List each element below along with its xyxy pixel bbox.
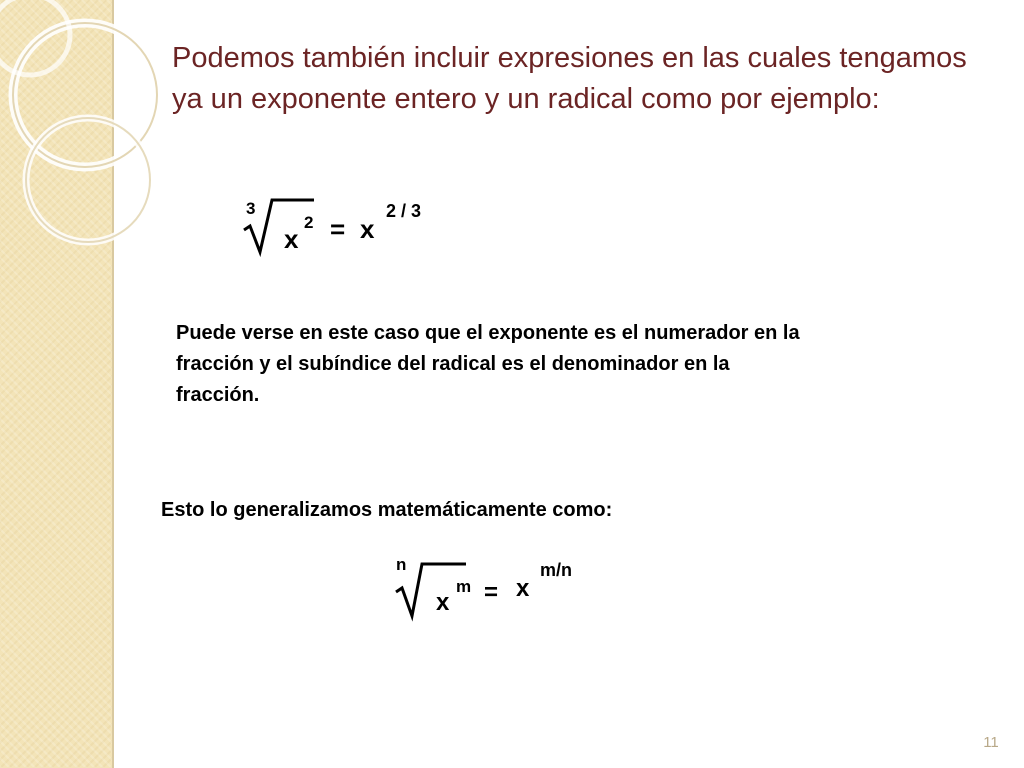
formula-general xyxy=(392,554,612,624)
result-exponent: m/n xyxy=(540,560,573,580)
equals-sign: = xyxy=(330,214,346,244)
explanation-paragraph: Puede verse en este caso que el exponente es el numerador en la fracción y el subíndice del radical es el denominador en la fracción. xyxy=(176,322,800,406)
page-number: 11 xyxy=(983,734,999,751)
decorative-circles xyxy=(0,0,180,260)
slide-title: Podemos también incluir expresiones en las cuales tengamos ya un exponente entero y un radical como por ejemplo: xyxy=(172,42,967,115)
radical-index: 3 xyxy=(246,199,256,218)
radicand-base: x xyxy=(436,589,450,616)
result-exponent: 2 / 3 xyxy=(386,201,422,221)
radicand-base: x xyxy=(284,224,299,254)
result-base: x xyxy=(516,575,530,602)
result-base: x xyxy=(360,214,375,244)
radicand-exponent: m xyxy=(456,577,472,596)
generalization-text: Esto lo generalizamos matemáticamente como: xyxy=(161,499,613,521)
radical-index: n xyxy=(396,555,407,574)
formula-example xyxy=(240,192,460,262)
equals-sign: = xyxy=(484,579,499,606)
radicand-exponent: 2 xyxy=(304,213,314,232)
